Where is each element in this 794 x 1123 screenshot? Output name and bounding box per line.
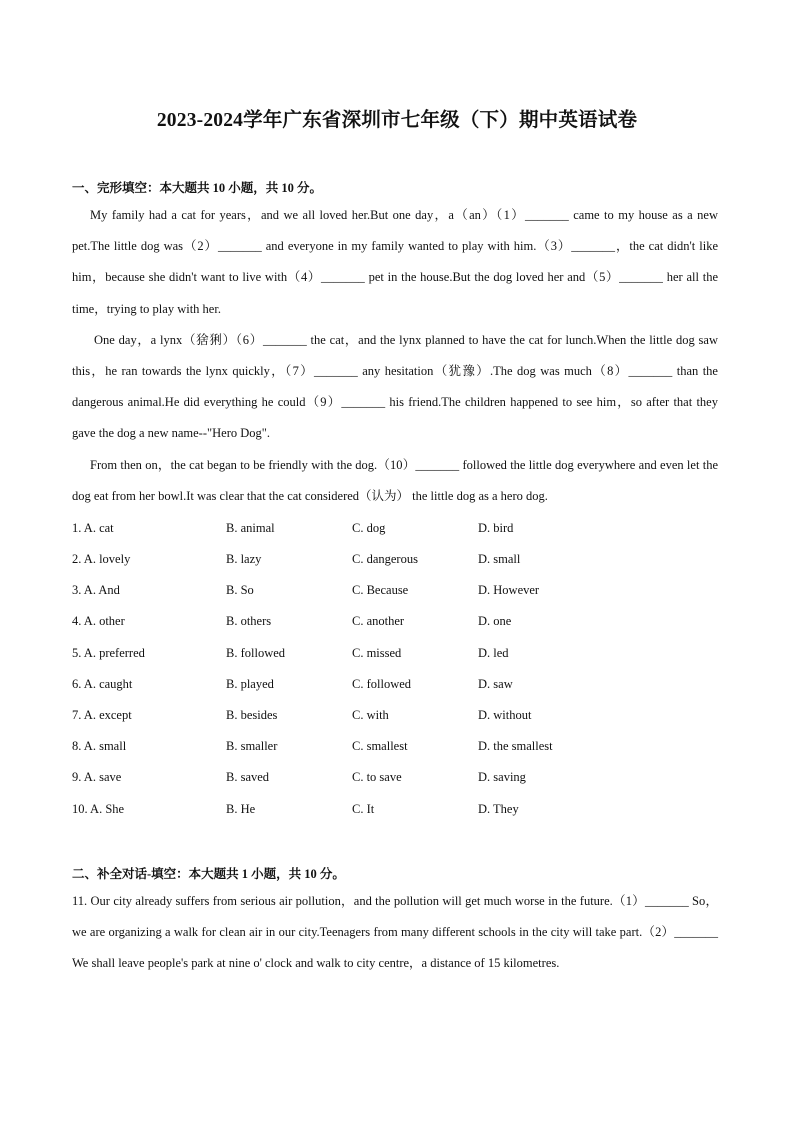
option-c: C. smallest	[352, 739, 408, 753]
question-row-8	[72, 739, 722, 759]
cloze-paragraph-2: One day，a lynx（猞猁）（6）_______ the cat，and the lynx planned to have the cat for lunch.When the little dog saw this，he ran towards the lynx quickly，（7）_______ any hesitation（犹豫）.The dog was much（8）_______ than the dangerous animal.He did everything he could（9）_______ his friend.The children happened to see him，so after that they gave the dog a new name--"Hero Dog".	[72, 332, 718, 441]
option-d: D. saw	[478, 677, 513, 691]
option-b: B. others	[226, 614, 272, 628]
option-c: C. to save	[352, 770, 402, 784]
option-a: 9. A. save	[72, 770, 122, 784]
option-b: B. saved	[226, 770, 270, 784]
option-c: C. It	[352, 802, 375, 816]
question-row-3	[72, 583, 722, 603]
option-a: 10. A. She	[72, 802, 125, 816]
option-b: B. smaller	[226, 739, 278, 753]
cloze-passage	[72, 200, 718, 512]
option-a: 5. A. preferred	[72, 646, 145, 660]
question-row-10	[72, 802, 722, 822]
option-c: C. dangerous	[352, 552, 418, 566]
option-b: B. followed	[226, 646, 286, 660]
option-a: 6. A. caught	[72, 677, 133, 691]
option-d: D. saving	[478, 770, 526, 784]
option-b: B. besides	[226, 708, 278, 722]
option-a: 8. A. small	[72, 739, 127, 753]
option-b: B. So	[226, 583, 254, 597]
option-b: B. animal	[226, 521, 275, 535]
option-a: 1. A. cat	[72, 521, 114, 535]
option-b: B. He	[226, 802, 256, 816]
dialogue-paragraph: 11. Our city already suffers from serious air pollution，and the pollution will get much worse in the future.（1）_______ So，we are organizing a walk for clean air in our city.Teenagers from many different schools in the city will take part.（2）_______ We shall leave people's park at nine o' clock and walk to city centre，a distance of 15 kilometres.	[72, 894, 718, 971]
option-d: D. bird	[478, 521, 514, 535]
option-d: D. led	[478, 646, 509, 660]
question-row-9	[72, 770, 722, 790]
option-b: B. played	[226, 677, 274, 691]
option-d: D. However	[478, 583, 540, 597]
dialogue-passage	[72, 886, 718, 980]
cloze-paragraph-3: From then on，the cat began to be friendly with the dog.（10）_______ followed the little dog everywhere and even let the dog eat from her bowl.It was clear that the cat considered（认为） the little dog as a hero dog.	[72, 457, 718, 503]
question-row-5	[72, 646, 722, 666]
question-row-1	[72, 521, 722, 541]
question-row-2	[72, 552, 722, 572]
question-row-6	[72, 677, 722, 697]
option-d: D. They	[478, 802, 519, 816]
option-d: D. small	[478, 552, 521, 566]
option-b: B. lazy	[226, 552, 262, 566]
option-a: 2. A. lovely	[72, 552, 131, 566]
cloze-paragraph-1: My family had a cat for years，and we all loved her.But one day，a（an）（1）_______ came to my house as a new pet.The little dog was（2）_______ and everyone in my family wanted to play with him.（3）_______，the cat didn't like him，because she didn't want to live with（4）_______ pet in the house.But the dog loved her and（5）_______ her all the time，trying to play with her.	[72, 208, 718, 316]
option-c: C. followed	[352, 677, 412, 691]
option-c: C. with	[352, 708, 389, 722]
option-c: C. missed	[352, 646, 402, 660]
question-row-7	[72, 708, 722, 728]
option-a: 3. A. And	[72, 583, 120, 597]
exam-title: 2023-2024学年广东省深圳市七年级（下）期中英语试卷	[156, 110, 638, 131]
option-d: D. the smallest	[478, 739, 553, 753]
option-a: 4. A. other	[72, 614, 125, 628]
option-a: 7. A. except	[72, 708, 132, 722]
option-d: D. one	[478, 614, 512, 628]
option-c: C. another	[352, 614, 405, 628]
section2-heading: 二、补全对话-填空：本大题共 1 小题，共 10 分。	[72, 867, 345, 881]
option-c: C. Because	[352, 583, 409, 597]
section1-heading: 一、完形填空：本大题共 10 小题，共 10 分。	[72, 181, 323, 195]
option-c: C. dog	[352, 521, 386, 535]
question-row-4	[72, 614, 722, 634]
option-d: D. without	[478, 708, 532, 722]
